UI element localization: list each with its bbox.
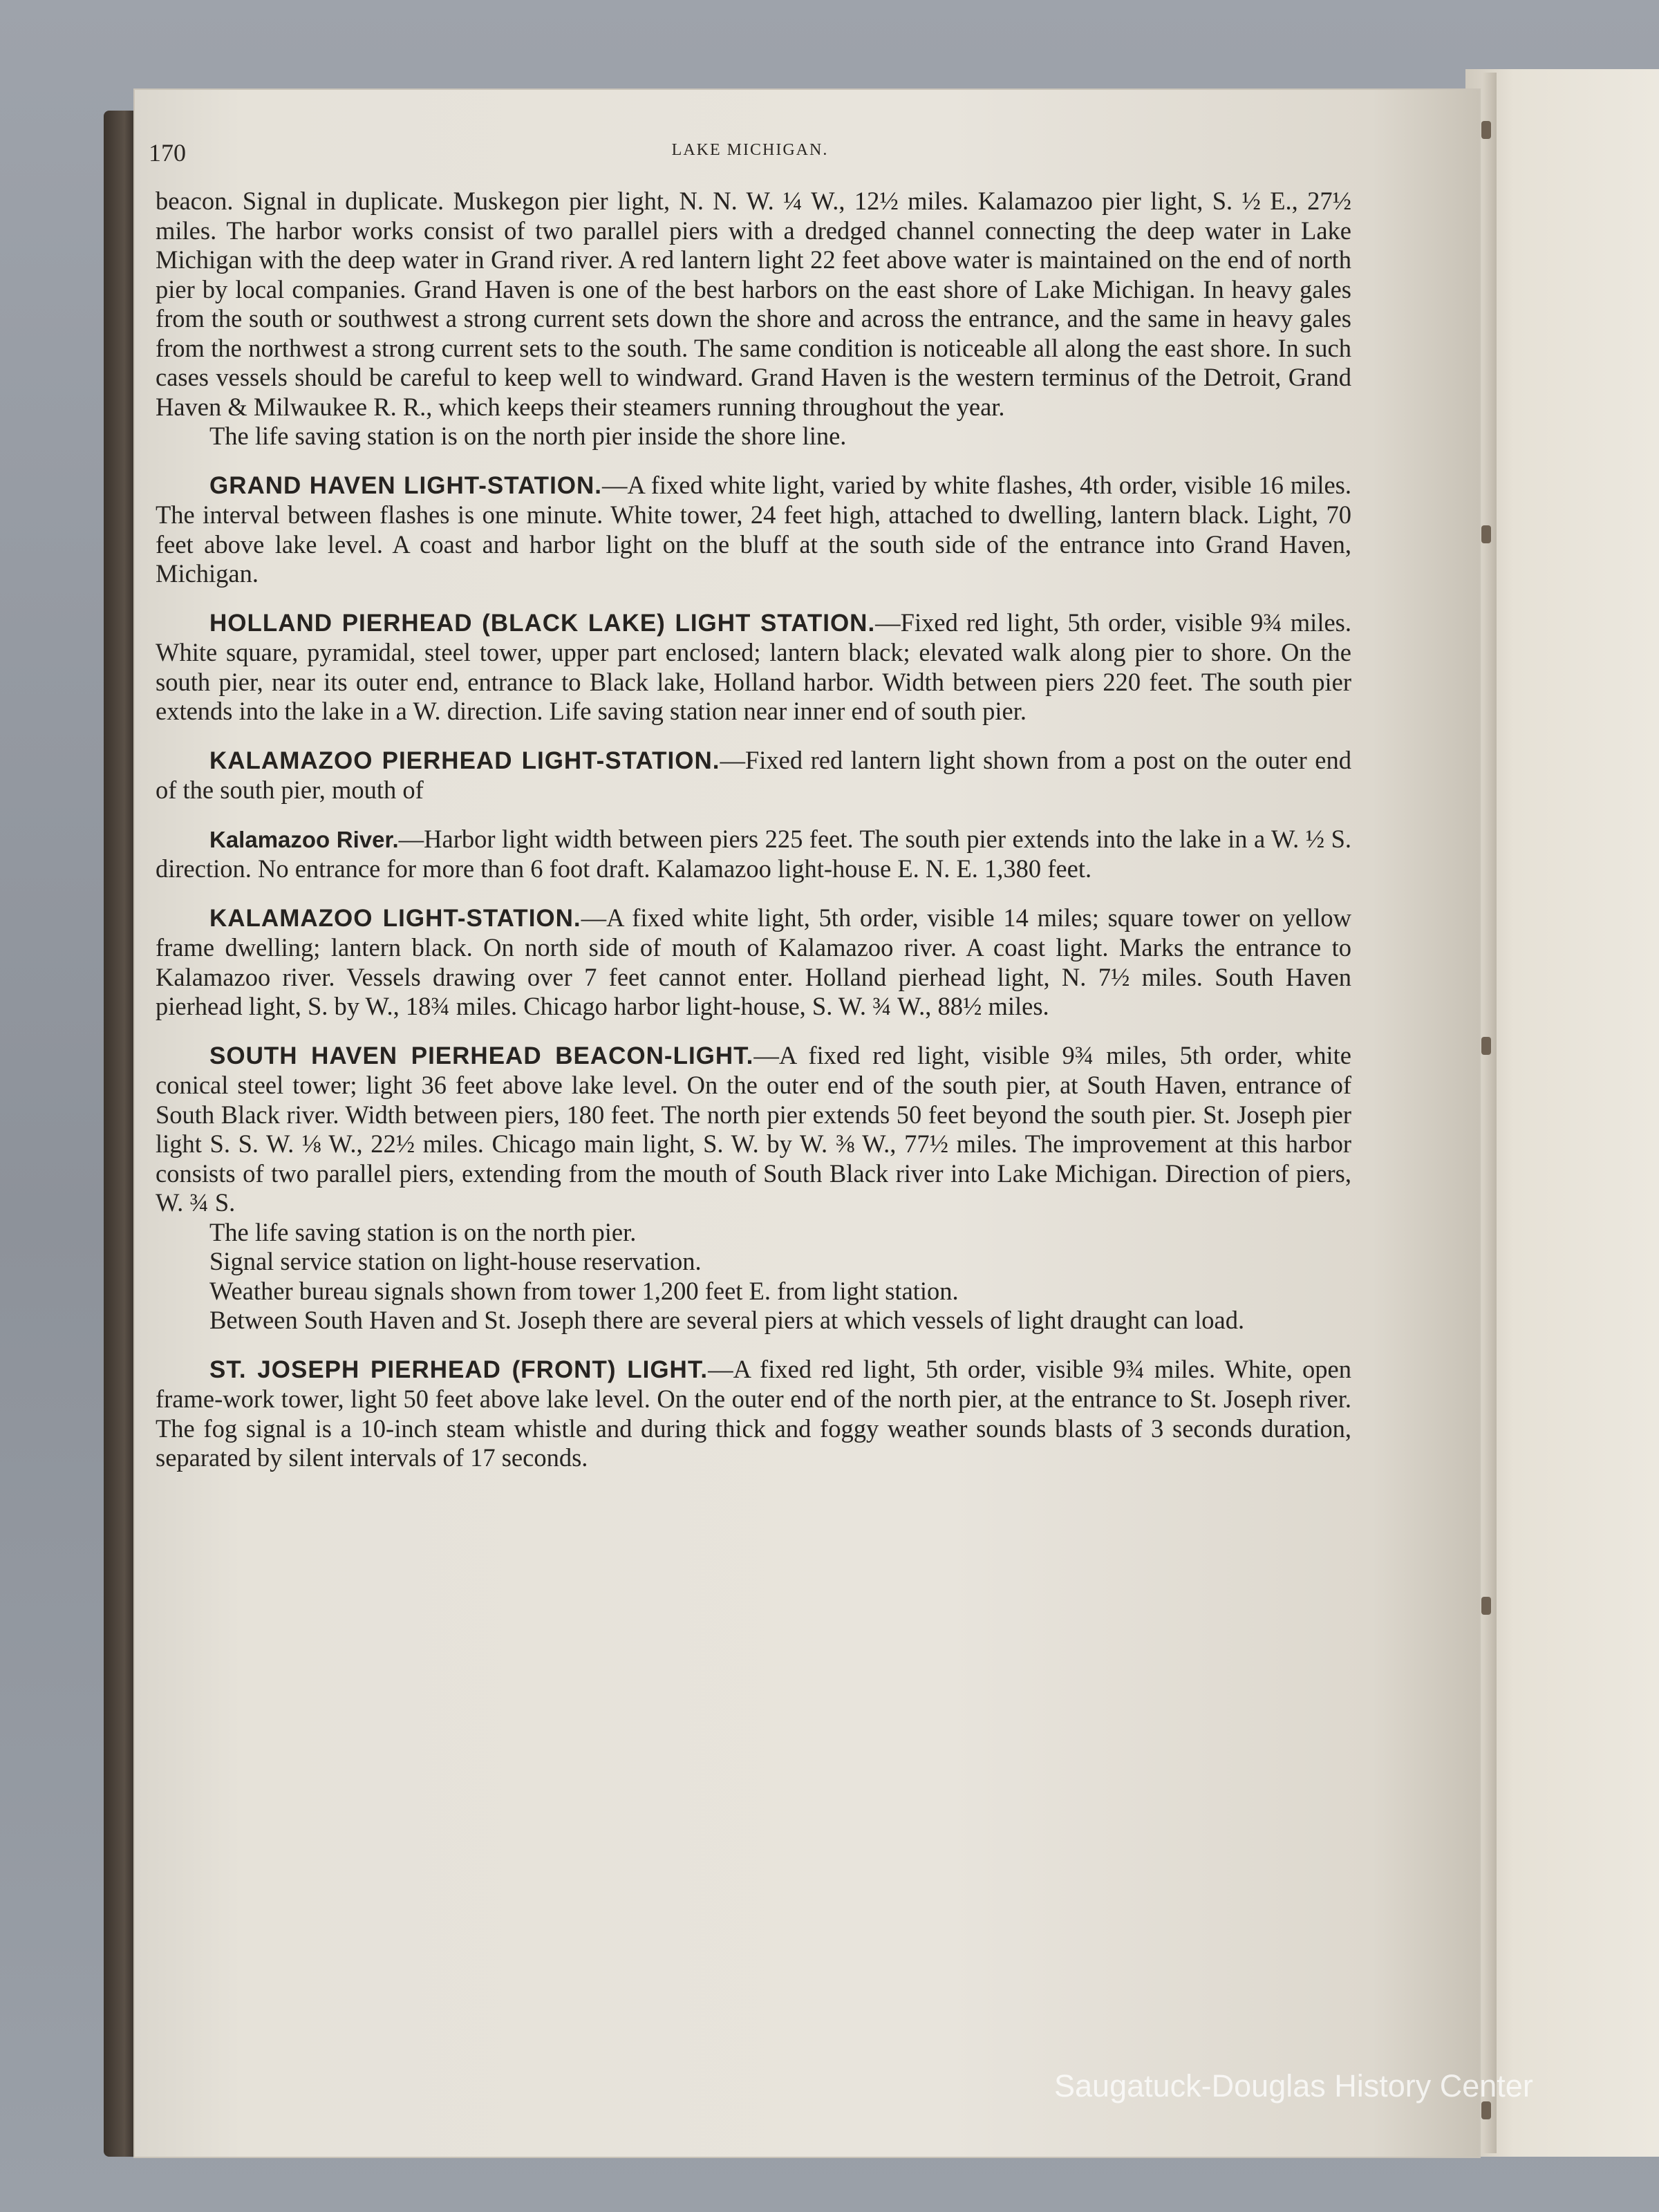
binding-stitch	[1481, 1037, 1491, 1055]
grand-haven-text: —A fixed white light, varied by white flashes, 4th order, visible 16 miles. The interval between flashes is one minute. White tower, 24 feet high, attached to dwelling, lantern black. Light, 70 feet above lake level. A coast and harbor light on the bluff at the south side of the entrance into Grand Haven, Michigan.	[156, 470, 1351, 588]
kalamazoo-pierhead-entry	[156, 746, 1351, 805]
kalamazoo-station-text: —A fixed white light, 5th order, visible 14 miles; square tower on yellow frame dwelling; lantern black. On north side of mouth of Kalamazoo river. A coast light. Marks the entrance to Kalamazoo river. Vessels drawing over 7 feet cannot enter. Holland pierhead light, N. 7½ miles. South Haven pierhead light, S. by W., 18¾ miles. Chicago harbor light-house, S. W. ¾ W., 88½ miles.	[156, 903, 1351, 1020]
intro-paragraph: beacon. Signal in duplicate. Muskegon pier light, N. N. W. ¼ W., 12½ miles. Kalamazoo pier light, S. ½ E., 27½ miles. The harbor works consist of two parallel piers with a dredged channel connecting the deep water in Lake Michigan with the deep water in Grand river. A red lantern light 22 feet above water is maintained on the end of north pier by local companies. Grand Haven is one of the best harbors on the east shore of Lake Michigan. In heavy gales from the south or southwest a strong current sets down the shore and across the entrance, and the same in heavy gales from the northwest a strong current sets to the south. The same condition is noticeable all along the east shore. In such cases vessels should be careful to keep well to windward. Grand Haven is the western terminus of the Detroit, Grand Haven & Milwaukee R. R., which keeps their steamers running throughout the year.	[156, 187, 1351, 421]
page-number: 170	[149, 139, 186, 167]
holland-entry	[156, 608, 1351, 727]
south-haven-life-saving: The life saving station is on the north pier.	[209, 1217, 637, 1246]
binding-stitch	[1481, 525, 1491, 543]
between-piers-note: Between South Haven and St. Joseph there are several piers at which vessels of light draught can load.	[209, 1306, 1245, 1334]
south-haven-text: —A fixed red light, visible 9¾ miles, 5th order, white conical steel tower; light 36 feet above lake level. On the outer end of the south pier, at South Haven, entrance of South Black river. Width between piers, 180 feet. The north pier extends 50 feet beyond the south pier. St. Joseph pier light S. S. W. ⅛ W., 22½ miles. Chicago main light, S. W. by W. ⅜ W., 77½ miles. The improvement at this harbor consists of two parallel piers, extending from the mouth of South Black river into Lake Michigan. Direction of piers, W. ¾ S.	[156, 1040, 1352, 1217]
kalamazoo-river-heading: Kalamazoo River.	[209, 826, 399, 852]
south-haven-entry	[156, 1041, 1351, 1218]
page-gutter	[1483, 73, 1497, 2153]
kalamazoo-station-heading: KALAMAZOO LIGHT-STATION.	[209, 904, 581, 932]
kalamazoo-river-entry	[156, 825, 1351, 884]
st-joseph-entry	[156, 1355, 1351, 1473]
st-joseph-heading: ST. JOSEPH PIERHEAD (FRONT) LIGHT.	[209, 1356, 709, 1383]
book-spine	[104, 111, 138, 2157]
south-haven-signal: Signal service station on light-house reservation.	[209, 1247, 702, 1275]
binding-stitch	[1481, 121, 1491, 139]
holland-heading: HOLLAND PIERHEAD (BLACK LAKE) LIGHT STATION.	[209, 609, 876, 637]
south-haven-weather: Weather bureau signals shown from tower 1,200 feet E. from light station.	[209, 1276, 959, 1305]
watermark: Saugatuck-Douglas History Center	[1054, 2068, 1533, 2103]
kalamazoo-station-entry	[156, 903, 1351, 1022]
kalamazoo-pierhead-text: —Fixed red lantern light shown from a post on the outer end of the south pier, mouth of	[156, 745, 1351, 804]
holland-text: —Fixed red light, 5th order, visible 9¾ miles. White square, pyramidal, steel tower, upper part enclosed; lantern black; elevated walk along pier to shore. On the south pier, near its outer end, entrance to Black lake, Holland harbor. Width between piers 220 feet. The south pier extends into the lake in a W. direction. Life saving station near inner end of south pier.	[156, 608, 1351, 725]
binding-stitch	[1481, 1597, 1491, 1615]
page-header	[149, 138, 1351, 173]
kalamazoo-river-text: —Harbor light width between piers 225 feet. The south pier extends into the lake in a W. ½ S. direction. No entrance for more than 6 foot draft. Kalamazoo light-house E. N. E. 1,380 feet.	[156, 824, 1352, 883]
grand-haven-entry	[156, 471, 1351, 589]
south-haven-heading: SOUTH HAVEN PIERHEAD BEACON-LIGHT.	[209, 1042, 754, 1069]
page-body	[156, 187, 1351, 1473]
st-joseph-text: —A fixed red light, 5th order, visible 9¾ miles. White, open frame-work tower, light 50 feet above lake level. On the outer end of the north pier, at the entrance to St. Joseph river. The fog signal is a 10-inch steam whistle and during thick and foggy weather sounds blasts of 3 seconds duration, separated by silent intervals of 17 seconds.	[156, 1354, 1352, 1472]
running-head: LAKE MICHIGAN.	[671, 141, 829, 159]
kalamazoo-pierhead-heading: KALAMAZOO PIERHEAD LIGHT-STATION.	[209, 747, 720, 774]
intro-life-saving: The life saving station is on the north pier inside the shore line.	[209, 422, 847, 450]
grand-haven-heading: GRAND HAVEN LIGHT-STATION.	[209, 471, 603, 499]
